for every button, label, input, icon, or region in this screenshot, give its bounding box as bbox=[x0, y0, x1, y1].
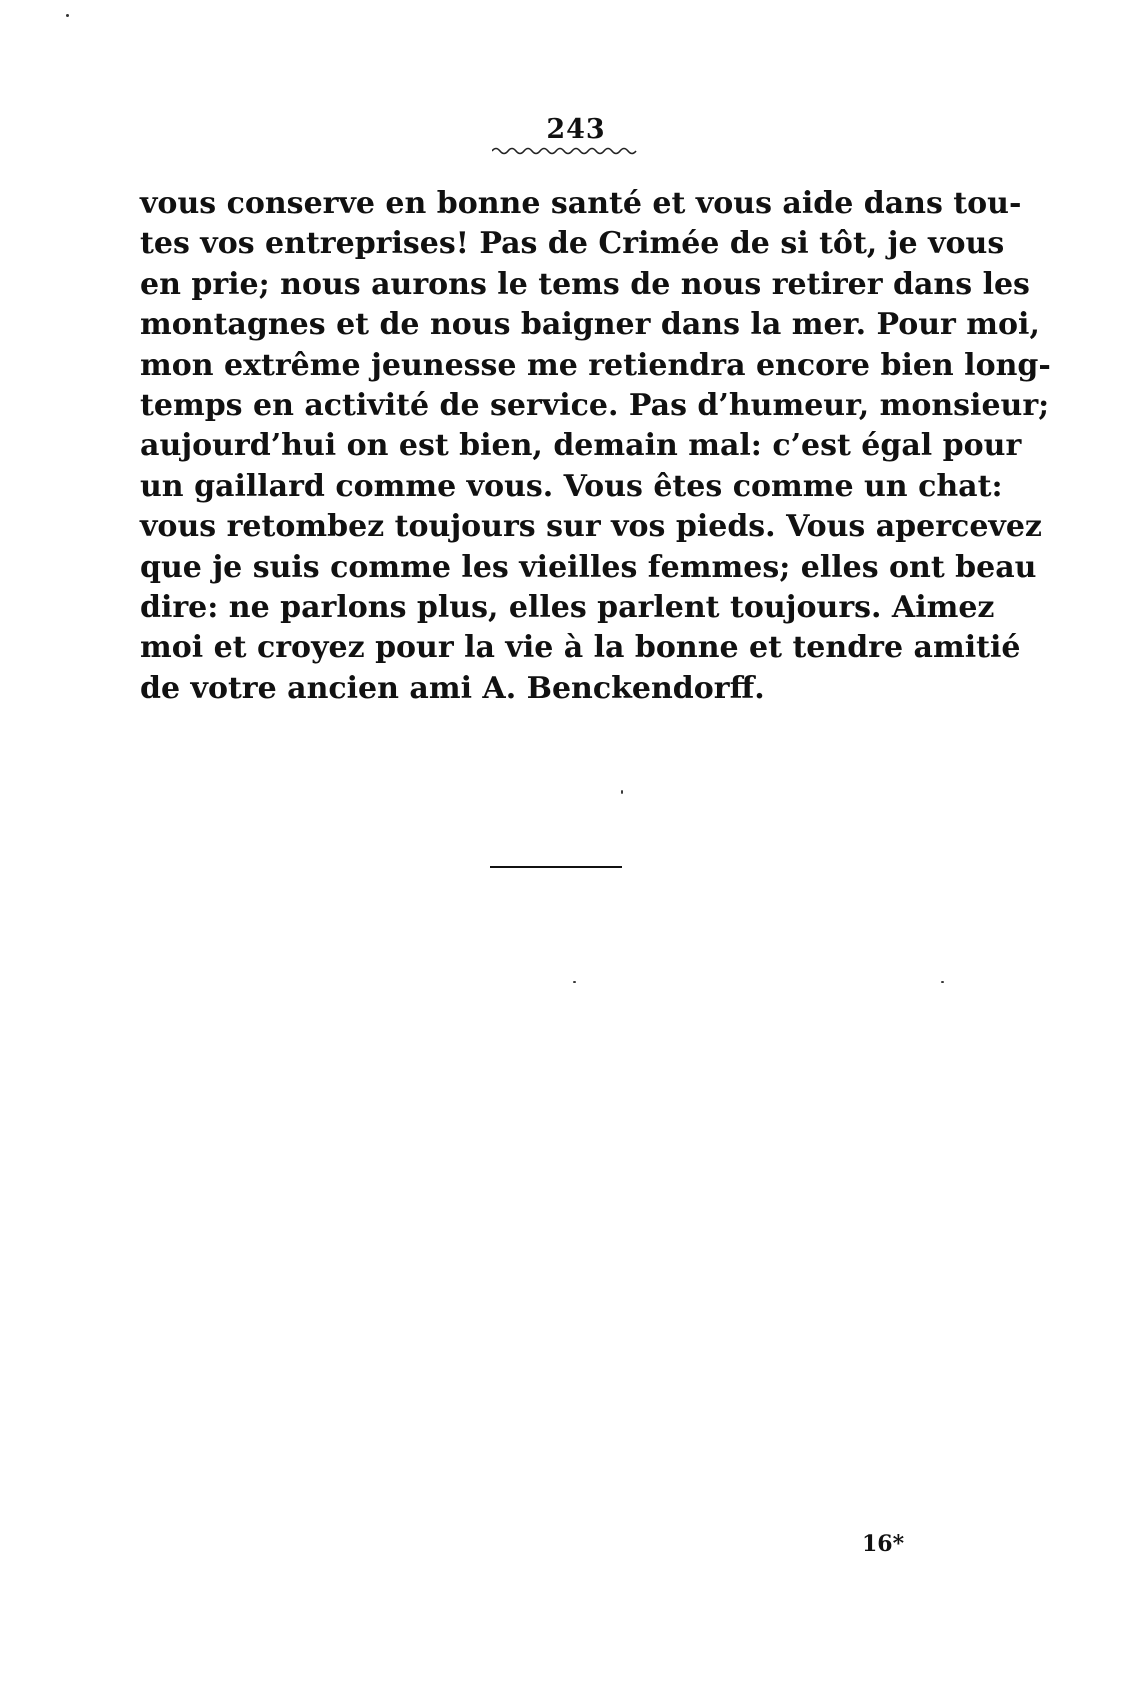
text-line: en prie; nous aurons le tems de nous retirer dans les bbox=[140, 266, 1030, 302]
scan-speck bbox=[573, 981, 576, 983]
scan-speck bbox=[621, 790, 623, 794]
text-line: un gaillard comme vous. Vous êtes comme un chat: bbox=[140, 468, 1003, 504]
page-number: 243 bbox=[546, 114, 606, 145]
text-line: tes vos entreprises! Pas de Crimée de si tôt, je vous bbox=[140, 226, 1005, 262]
text-line: moi et croyez pour la vie à la bonne et tendre amitié bbox=[140, 630, 1021, 666]
page-number-ornament bbox=[492, 146, 640, 156]
text-line: mon extrême jeunesse me retiendra encore bien long- bbox=[140, 347, 1051, 383]
signature-mark: 16* bbox=[862, 1531, 905, 1557]
scan-speck bbox=[941, 981, 944, 983]
text-line: aujourd’hui on est bien, demain mal: c’est égal pour bbox=[140, 428, 1022, 464]
text-line: temps en activité de service. Pas d’humeur, monsieur; bbox=[140, 387, 1050, 423]
text-line: vous conserve en bonne santé et vous aide dans tou- bbox=[140, 186, 1022, 221]
text-line: que je suis comme les vieilles femmes; elles ont beau bbox=[140, 549, 1037, 585]
text-line-signature: de votre ancien ami A. Benckendorff. bbox=[140, 670, 765, 706]
section-divider bbox=[490, 866, 622, 868]
letter-text bbox=[140, 184, 1051, 709]
text-line: dire: ne parlons plus, elles parlent toujours. Aimez bbox=[140, 589, 995, 625]
scan-speck bbox=[66, 14, 69, 17]
text-line: montagnes et de nous baigner dans la mer. Pour moi, bbox=[140, 307, 1040, 343]
text-line: vous retombez toujours sur vos pieds. Vous apercevez bbox=[140, 509, 1042, 545]
